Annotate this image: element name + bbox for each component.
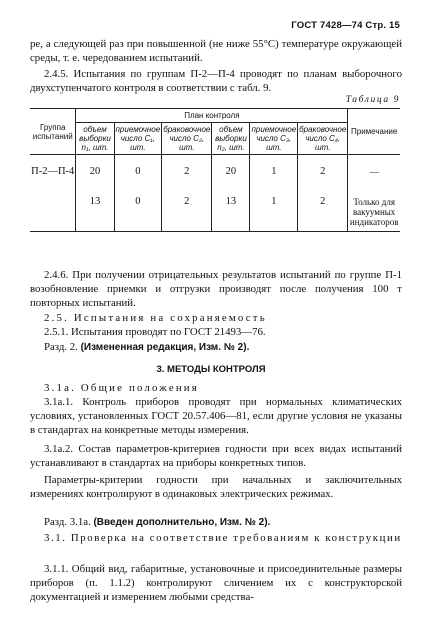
table-cell-group xyxy=(30,181,76,232)
table-header-plan: План контроля xyxy=(76,109,348,123)
table-cell-group: П-2—П-4 xyxy=(30,155,76,182)
heading-2-5-text: 2.5. Испытания на сохраняемость xyxy=(44,312,267,324)
table-cell: 2 xyxy=(298,155,348,182)
paragraph-params: Параметры-критерии годности при начальных и заключительных измерениях контролируют в одинаковых электрических режимах. xyxy=(30,474,402,501)
table-subheader: приемочное число C₃, шт. xyxy=(250,123,298,155)
control-plan-table xyxy=(30,108,400,232)
page-header: ГОСТ 7428—74 Стр. 15 xyxy=(291,20,400,31)
table-cell-note: — xyxy=(348,155,400,182)
table-subheader: браковочное число C₂, шт. xyxy=(162,123,212,155)
table-cell: 20 xyxy=(76,155,114,182)
table-cell: 20 xyxy=(212,155,250,182)
paragraph-2-4-6: 2.4.6. При получении отрицательных результатов испытаний по группе П-1 возобновление приемки и отгрузки производят после получения 100 т повторных испытаний. xyxy=(30,269,402,310)
paragraph-2-5-1: 2.5.1. Испытания проводят по ГОСТ 21493—76. xyxy=(44,326,266,338)
table-cell: 0 xyxy=(114,155,162,182)
amendment-prefix: Разд. 2. xyxy=(44,341,78,353)
table-cell: 13 xyxy=(212,181,250,232)
section-3-title: 3. МЕТОДЫ КОНТРОЛЯ xyxy=(156,364,266,375)
table-cell: 13 xyxy=(76,181,114,232)
table-cell: 2 xyxy=(162,155,212,182)
amendment-note-razd-3-1a xyxy=(30,515,402,530)
heading-3-1a xyxy=(30,381,402,395)
table-cell: 2 xyxy=(298,181,348,232)
heading-3-1: 3.1. Проверка на соответствие требованиям к конструкции xyxy=(44,532,402,544)
amendment-text: (Измененная редакция, Изм. № 2). xyxy=(80,342,250,353)
table-label: Таблица 9 xyxy=(345,95,400,105)
table-subheader: браковочное число C₄, шт. xyxy=(298,123,348,155)
table-cell: 1 xyxy=(250,181,298,232)
table-cell-note: Только для вакуумных индикаторов xyxy=(348,181,400,232)
paragraph-3-1a-1: 3.1а.1. Контроль приборов проводят при нормальных климатических условиях, установленных ГОСТ 20.57.406—81, если другие условия не указаны в стандартах на конкретные методы измерения. xyxy=(30,396,402,437)
table-row xyxy=(30,155,400,182)
table-cell: 0 xyxy=(114,181,162,232)
table-header-group: Группа испытаний xyxy=(30,109,76,155)
paragraph-2-4-5: 2.4.5. Испытания по группам П-2—П-4 проводят по планам выборочного двухступенчатого контроля в соответствии с табл. 9. xyxy=(30,68,402,95)
table-row xyxy=(30,181,400,232)
heading-2-5 xyxy=(30,311,402,325)
paragraph-intro: ре, а следующей раз при повышенной (не ниже 55°С) температуре окружающей среды, т. е. чередованием испытаний. xyxy=(30,38,402,65)
amendment-prefix: Разд. 3.1а. xyxy=(44,516,91,528)
table-subheader: объем выборки n₂, шт. xyxy=(212,123,250,155)
paragraph-3-1-1: 3.1.1. Общий вид, габаритные, установочные и присоединительные размеры приборов (п. 1.1.2) контролируют сличением их с конструкторской документацией и измерением любыми средства- xyxy=(30,563,402,604)
table-cell: 1 xyxy=(250,155,298,182)
table-subheader: объем выборки n₁, шт. xyxy=(76,123,114,155)
table-cell: 2 xyxy=(162,181,212,232)
paragraph-3-1a-2: 3.1а.2. Состав параметров-критериев годности при всех видах испытаний устанавливают в стандартах на приборы конкретных типов. xyxy=(30,443,402,470)
table-subheader: приемочное число C₁, шт. xyxy=(114,123,162,155)
heading-3-1a-text: 3.1а. Общие положения xyxy=(44,382,199,394)
amendment-text: (Введен дополнительно, Изм. № 2). xyxy=(93,517,271,528)
amendment-note-razd-2 xyxy=(30,340,402,355)
table-header-note: Примечание xyxy=(348,109,400,155)
